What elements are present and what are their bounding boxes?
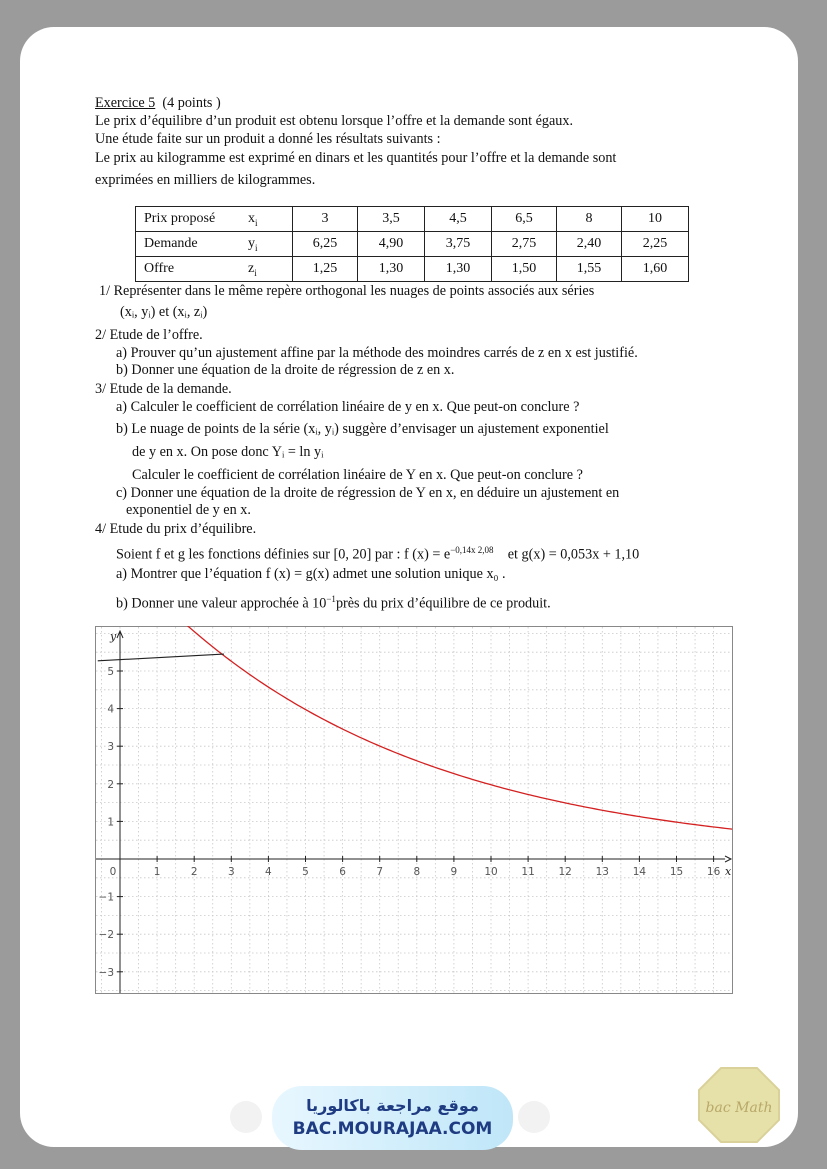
table-cell: 6,5 <box>492 207 557 232</box>
intro-line-2: Une étude faite sur un produit a donné les résultats suivants : <box>95 131 441 147</box>
y-tick-label: −3 <box>98 966 114 979</box>
x-tick-label: 1 <box>153 866 161 878</box>
intro-line-1: Le prix d’équilibre d’un produit est obtenu lorsque l’offre et la demande sont égaux. <box>95 113 574 129</box>
table-cell: 1,30 <box>425 257 492 282</box>
graph-frame <box>96 627 733 994</box>
y-tick-label: 4 <box>107 703 114 716</box>
x-tick-label: 12 <box>558 866 572 878</box>
table-cell: 1,25 <box>293 257 358 282</box>
table-cell: 8 <box>557 207 622 232</box>
x-tick-label: 13 <box>595 866 609 878</box>
table-cell: 1,55 <box>557 257 622 282</box>
row-sub: i <box>255 217 258 228</box>
exercise-title: Exercice 5 <box>95 95 156 111</box>
table-cell: 3,5 <box>358 207 425 232</box>
y-axis-label: y <box>110 630 117 643</box>
x-tick-label: 11 <box>521 866 535 878</box>
x-tick-label: 5 <box>302 866 309 878</box>
x-tick-label: 16 <box>706 866 721 878</box>
table-row <box>136 232 689 257</box>
x-tick-label: 3 <box>227 866 235 878</box>
table-cell: 10 <box>622 207 689 232</box>
exercise-heading <box>95 95 221 112</box>
function-graph <box>95 626 733 994</box>
function-g-definition: et g(x) = 0,053x + 1,10 <box>507 546 640 563</box>
x-tick-label: 0 <box>109 866 117 878</box>
question-2b: b) Donner une équation de la droite de régression de z en x. <box>116 362 455 378</box>
y-tick-label: −2 <box>98 929 114 942</box>
row-var: x <box>248 211 255 226</box>
question-3b-line3: Calculer le coefficient de corrélation linéaire de Y en x. Que peut-on conclure ? <box>132 467 583 483</box>
y-tick-label: 5 <box>107 666 114 678</box>
question-3a: a) Calculer le coefficient de corrélation linéaire de y en x. Que peut-on conclure ? <box>116 399 580 415</box>
table-row <box>136 207 689 232</box>
row-var: y <box>248 236 255 251</box>
question-3b: b) Le nuage de points de la série (xᵢ, yᵢ) suggère d’envisager un ajustement exponentiel <box>116 421 609 437</box>
row-label: Prix proposé <box>144 211 216 226</box>
question-4b-text: b) Donner une valeur approchée à 10 <box>116 595 327 612</box>
site-logo-left <box>230 1101 262 1133</box>
x-tick-label: 9 <box>450 866 458 878</box>
question-3c: c) Donner une équation de la droite de régression de Y en x, en déduire un ajustement en <box>116 485 620 501</box>
question-2: 2/ Etude de l’offre. <box>95 327 203 343</box>
row-label: Offre <box>144 261 175 276</box>
x-axis-label: x <box>725 865 732 878</box>
table-cell: 3,75 <box>425 232 492 257</box>
y-tick-label: −1 <box>98 891 114 904</box>
table-row <box>136 257 689 282</box>
intro-line-4: exprimées en milliers de kilogrammes. <box>95 172 316 188</box>
x-tick-label: 10 <box>484 866 498 878</box>
x-tick-label: 15 <box>669 866 684 878</box>
x-tick-label: 4 <box>265 866 272 878</box>
row-label: Demande <box>144 236 198 251</box>
function-f-definition: Soient f et g les fonctions définies sur [0, 20] par : f (x) = e <box>116 546 451 563</box>
row-sub: i <box>254 267 257 278</box>
y-tick-label: 3 <box>107 741 114 754</box>
question-1-series: (xᵢ, yᵢ) et (xᵢ, zᵢ) <box>120 304 208 320</box>
function-f-exponent: −0,14x 2,08 <box>450 545 494 555</box>
question-4a: a) Montrer que l’équation f (x) = g(x) admet une solution unique x₀ . <box>116 566 506 582</box>
table-cell: 2,25 <box>622 232 689 257</box>
table-cell: 6,25 <box>293 232 358 257</box>
table-cell: 3 <box>293 207 358 232</box>
y-tick-label: 1 <box>107 816 114 829</box>
question-2a: a) Prouver qu’un ajustement affine par la méthode des moindres carrés de z en x est justifié. <box>116 345 638 361</box>
question-3: 3/ Etude de la demande. <box>95 381 232 397</box>
table-cell: 2,40 <box>557 232 622 257</box>
question-4b-exponent: −1 <box>326 594 336 604</box>
question-4b <box>116 591 551 613</box>
question-3c-line2: exponentiel de y en x. <box>126 502 251 518</box>
x-tick-label: 8 <box>413 866 421 878</box>
bac-math-logo-text: bac Math <box>705 1100 773 1116</box>
table-cell: 4,90 <box>358 232 425 257</box>
question-4: 4/ Etude du prix d’équilibre. <box>95 521 257 537</box>
question-4b-text-end: près du prix d’équilibre de ce produit. <box>335 595 551 612</box>
footer-url[interactable]: BAC.MOURAJAA.COM <box>292 1119 493 1139</box>
bac-math-logo <box>697 1066 781 1144</box>
footer-banner[interactable] <box>272 1086 513 1150</box>
question-3b-line2: de y en x. On pose donc Yᵢ = ln yᵢ <box>132 444 324 460</box>
question-1: 1/ Représenter dans le même repère orthogonal les nuages de points associés aux séries <box>99 283 595 299</box>
site-logo-right <box>518 1101 550 1133</box>
table-cell: 4,5 <box>425 207 492 232</box>
table-cell: 1,50 <box>492 257 557 282</box>
x-tick-label: 14 <box>632 866 647 878</box>
table-cell: 1,60 <box>622 257 689 282</box>
row-var: z <box>248 261 255 276</box>
intro-line-3: Le prix au kilogramme est exprimé en dinars et les quantités pour l’offre et la demande sont <box>95 150 617 166</box>
data-table <box>135 206 689 282</box>
exercise-points: (4 points ) <box>162 95 221 111</box>
x-tick-label: 7 <box>376 866 384 878</box>
table-cell: 2,75 <box>492 232 557 257</box>
y-tick-label: 2 <box>107 778 114 791</box>
x-tick-label: 6 <box>339 866 346 878</box>
question-4-definition <box>116 542 639 564</box>
row-sub: i <box>255 242 258 253</box>
x-tick-label: 2 <box>190 866 198 878</box>
footer-arabic-title: موقع مراجعة باكالوريا <box>306 1096 479 1115</box>
table-cell: 1,30 <box>358 257 425 282</box>
